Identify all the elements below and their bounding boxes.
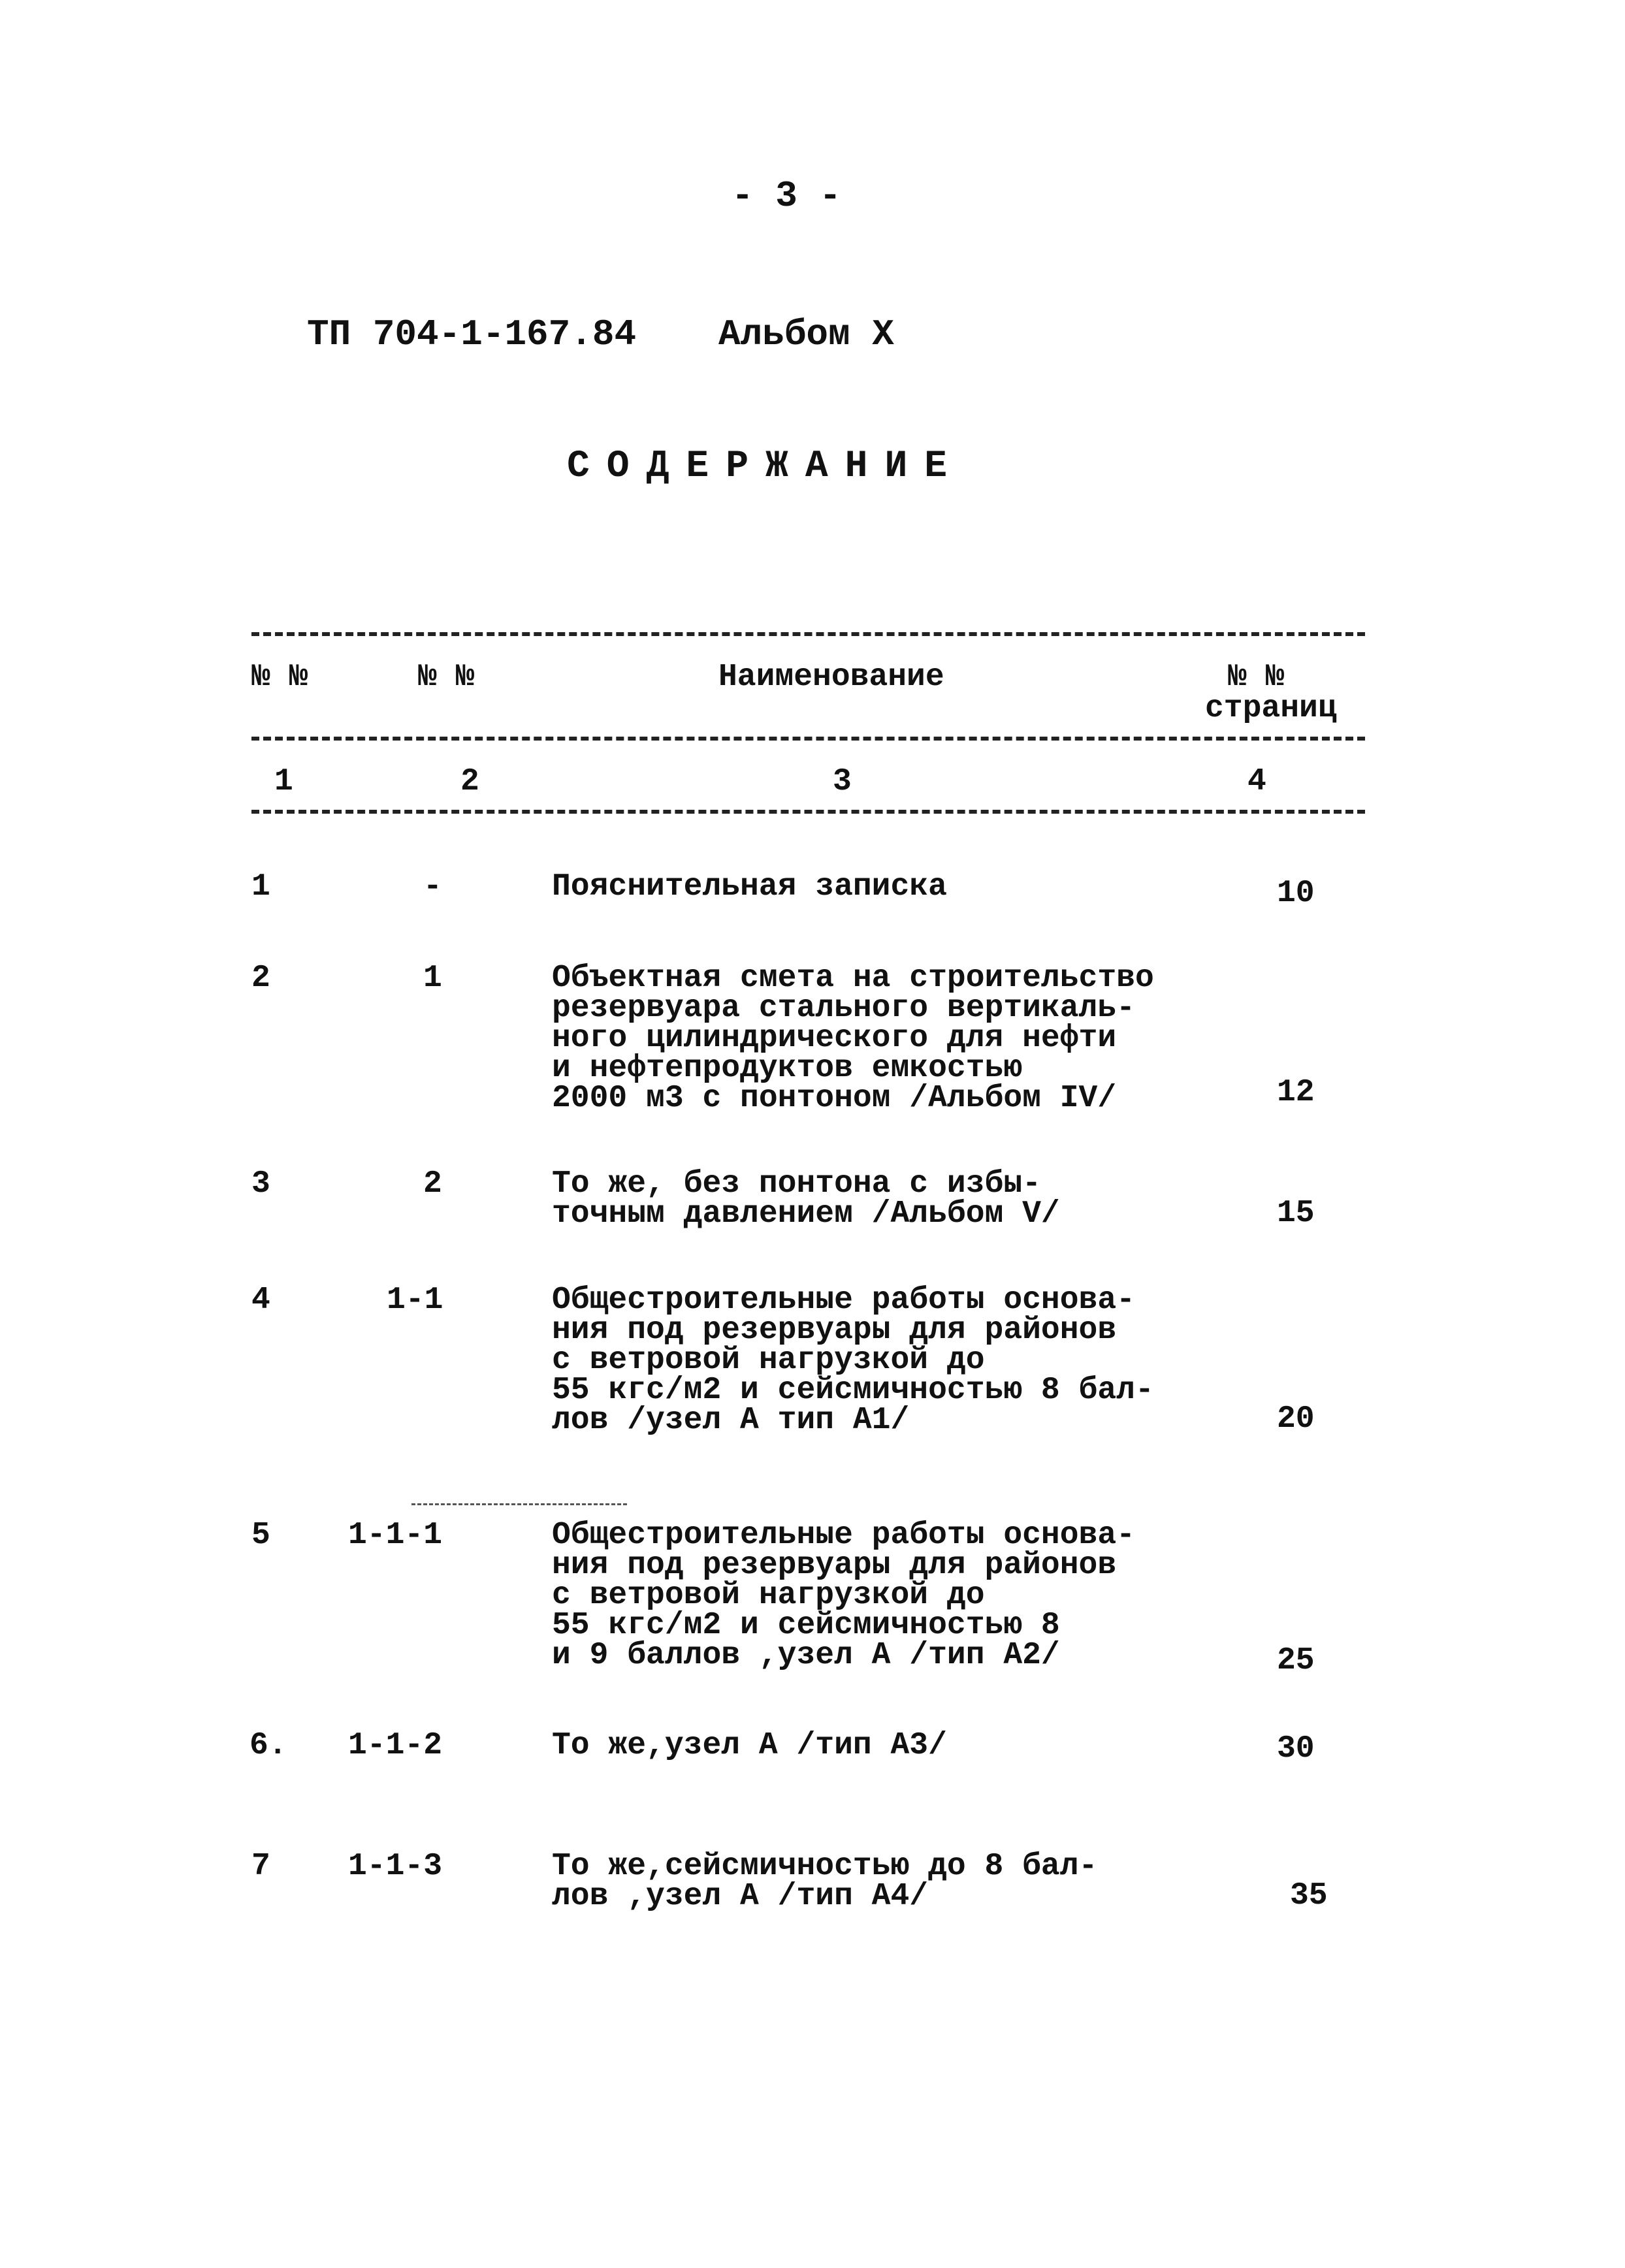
- page-number: - 3 -: [732, 175, 842, 217]
- row-name-line: ния под резервуары для районов: [552, 1548, 1117, 1583]
- document-code: ТП 704-1-167.84: [307, 313, 637, 355]
- row-page: 15: [1277, 1196, 1315, 1231]
- row-name-line: и нефтепродуктов емкостью: [552, 1051, 1023, 1086]
- row-page: 25: [1277, 1643, 1315, 1678]
- row-doc-number: 1: [423, 961, 442, 996]
- row-doc-number: 2: [423, 1166, 442, 1202]
- column-header-2: № №: [418, 660, 475, 695]
- row-page: 12: [1277, 1075, 1315, 1110]
- row-number: 2: [251, 961, 270, 996]
- row-name-line: Общестроительные работы основа-: [552, 1283, 1135, 1318]
- scan-smudge: [411, 1503, 627, 1505]
- column-header-4: № №: [1228, 660, 1285, 695]
- row-name-line: 2000 м3 с понтоном /Альбом IV/: [552, 1081, 1117, 1116]
- row-name-line: лов ,узел А /тип А4/: [552, 1879, 929, 1914]
- row-name-line: 55 кгс/м2 и сейсмичностью 8 бал-: [552, 1373, 1154, 1408]
- column-header-3: Наименование: [718, 660, 944, 695]
- row-name-line: точным давлением /Альбом V/: [552, 1196, 1060, 1232]
- row-name: [552, 1728, 1192, 1763]
- header-bottom-rule: [251, 737, 1365, 741]
- row-name-line: лов /узел А тип А1/: [552, 1403, 910, 1438]
- row-page: 10: [1277, 876, 1315, 911]
- column-number-3: 3: [833, 764, 852, 799]
- table-top-rule: [251, 632, 1365, 636]
- row-name-line: с ветровой нагрузкой до: [552, 1343, 985, 1378]
- row-number: 1: [251, 869, 270, 904]
- row-page: 20: [1277, 1401, 1315, 1437]
- row-page: 35: [1290, 1878, 1328, 1913]
- row-doc-number: 1-1-2: [348, 1728, 443, 1763]
- row-name: [552, 1849, 1192, 1914]
- column-number-1: 1: [274, 764, 293, 799]
- row-name-line: ния под резервуары для районов: [552, 1313, 1117, 1348]
- album-label: Альбом X: [718, 313, 894, 355]
- row-doc-number: 1-1-1: [348, 1518, 443, 1553]
- row-name-line: и 9 баллов ,узел А /тип А2/: [552, 1638, 1060, 1673]
- row-name-line: с ветровой нагрузкой до: [552, 1578, 985, 1613]
- row-number: 4: [251, 1283, 270, 1318]
- column-number-4: 4: [1247, 764, 1266, 799]
- row-name-line: То же,сейсмичностью до 8 бал-: [552, 1849, 1098, 1884]
- row-name-line: То же, без понтона с избы-: [552, 1166, 1041, 1202]
- row-doc-number: 1-1: [387, 1283, 443, 1318]
- row-number: 3: [251, 1166, 270, 1202]
- row-name-line: То же,узел А /тип А3/: [552, 1728, 947, 1763]
- row-name-line: резервуара стального вертикаль-: [552, 991, 1135, 1026]
- row-name-line: 55 кгс/м2 и сейсмичностью 8: [552, 1608, 1060, 1643]
- row-name-line: Пояснительная записка: [552, 869, 947, 904]
- row-name: [552, 1283, 1192, 1438]
- row-name: [552, 961, 1192, 1116]
- column-number-2: 2: [460, 764, 479, 799]
- row-name: [552, 1518, 1192, 1673]
- row-name: [552, 869, 1192, 904]
- row-number: 5: [251, 1518, 270, 1553]
- column-header-1: № №: [251, 660, 308, 695]
- row-page: 30: [1277, 1731, 1315, 1766]
- row-number: 7: [251, 1849, 270, 1884]
- row-name-line: ного цилиндрического для нефти: [552, 1021, 1117, 1056]
- row-number: 6.: [249, 1728, 287, 1763]
- row-doc-number: -: [423, 869, 442, 904]
- column-header-4-line2: страниц: [1205, 691, 1337, 726]
- row-name-line: Объектная смета на строительство: [552, 961, 1154, 996]
- column-numbers-rule: [251, 810, 1365, 814]
- row-name-line: Общестроительные работы основа-: [552, 1518, 1135, 1553]
- row-name: [552, 1166, 1192, 1232]
- page-title: СОДЕРЖАНИЕ: [567, 445, 965, 488]
- row-doc-number: 1-1-3: [348, 1849, 443, 1884]
